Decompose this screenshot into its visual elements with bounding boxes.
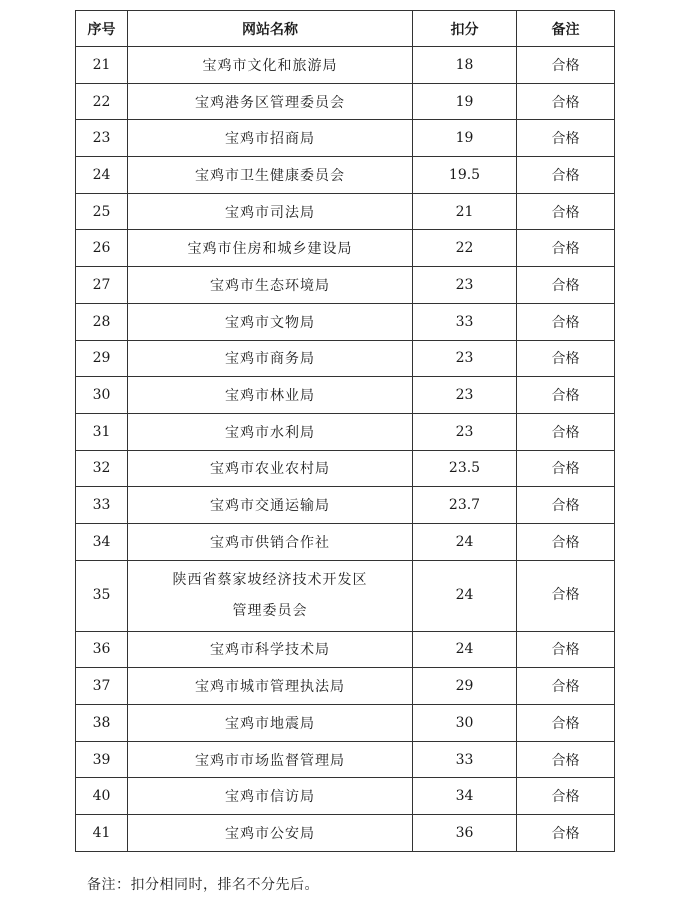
site-name-line: 宝鸡市地震局	[225, 715, 315, 732]
cell-remark: 合格	[517, 705, 615, 742]
site-name	[195, 750, 345, 770]
site-name	[225, 713, 315, 733]
table-row	[76, 815, 615, 852]
cell-remark: 合格	[517, 340, 615, 377]
cell-deduction: 36	[413, 815, 517, 852]
cell-deduction: 24	[413, 523, 517, 560]
cell-deduction: 19	[413, 120, 517, 157]
table-row	[76, 523, 615, 560]
cell-deduction: 33	[413, 303, 517, 340]
site-name	[195, 676, 345, 696]
cell-remark: 合格	[517, 193, 615, 230]
cell-no: 36	[76, 631, 128, 668]
cell-deduction: 23	[413, 377, 517, 414]
cell-no: 34	[76, 523, 128, 560]
cell-remark: 合格	[517, 487, 615, 524]
cell-remark: 合格	[517, 631, 615, 668]
site-name-line: 宝鸡市信访局	[225, 789, 315, 806]
table-row	[76, 340, 615, 377]
cell-deduction: 24	[413, 560, 517, 631]
cell-name	[128, 377, 413, 414]
cell-remark: 合格	[517, 267, 615, 304]
cell-name	[128, 705, 413, 742]
site-name-line: 宝鸡市招商局	[225, 131, 315, 148]
site-name	[203, 55, 338, 75]
cell-deduction: 34	[413, 778, 517, 815]
cell-deduction: 23.7	[413, 487, 517, 524]
table-row	[76, 193, 615, 230]
site-name	[225, 786, 315, 806]
cell-name	[128, 631, 413, 668]
site-name	[225, 202, 315, 222]
site-name	[225, 128, 315, 148]
cell-name	[128, 303, 413, 340]
cell-deduction: 19	[413, 83, 517, 120]
cell-deduction: 33	[413, 741, 517, 778]
site-name-line: 宝鸡市林业局	[225, 388, 315, 405]
cell-deduction: 19.5	[413, 157, 517, 194]
table-row	[76, 267, 615, 304]
table-row	[76, 413, 615, 450]
header-row	[76, 11, 615, 47]
cell-no: 35	[76, 560, 128, 631]
cell-deduction: 23	[413, 413, 517, 450]
cell-no: 25	[76, 193, 128, 230]
cell-name	[128, 815, 413, 852]
cell-no: 29	[76, 340, 128, 377]
cell-deduction: 23	[413, 340, 517, 377]
table-row	[76, 303, 615, 340]
cell-name	[128, 230, 413, 267]
cell-deduction: 23	[413, 267, 517, 304]
cell-remark: 合格	[517, 120, 615, 157]
table-row	[76, 631, 615, 668]
cell-no: 21	[76, 47, 128, 84]
cell-name	[128, 778, 413, 815]
cell-no: 24	[76, 157, 128, 194]
site-name-line: 宝鸡市科学技术局	[210, 642, 330, 659]
cell-remark: 合格	[517, 413, 615, 450]
site-name-line: 宝鸡市公安局	[225, 825, 315, 842]
cell-deduction: 30	[413, 705, 517, 742]
site-name	[210, 495, 330, 515]
cell-remark: 合格	[517, 450, 615, 487]
cell-name	[128, 47, 413, 84]
table-row	[76, 47, 615, 84]
cell-name	[128, 413, 413, 450]
cell-no: 27	[76, 267, 128, 304]
cell-no: 28	[76, 303, 128, 340]
cell-deduction: 29	[413, 668, 517, 705]
table-row	[76, 230, 615, 267]
site-name	[210, 458, 330, 478]
cell-remark: 合格	[517, 668, 615, 705]
cell-no: 31	[76, 413, 128, 450]
cell-name	[128, 267, 413, 304]
cell-no: 23	[76, 120, 128, 157]
site-name-line: 陕西省蔡家坡经济技术开发区	[172, 571, 368, 588]
site-name-line: 宝鸡市商务局	[225, 351, 315, 368]
cell-deduction: 24	[413, 631, 517, 668]
table-row	[76, 560, 615, 631]
cell-no: 40	[76, 778, 128, 815]
site-name-line: 宝鸡市市场监督管理局	[195, 752, 345, 769]
site-name	[195, 165, 345, 185]
table-row	[76, 450, 615, 487]
cell-remark: 合格	[517, 230, 615, 267]
site-name-line: 宝鸡市农业农村局	[210, 461, 330, 478]
header-deduction: 扣分	[413, 11, 517, 47]
cell-no: 37	[76, 668, 128, 705]
table-row	[76, 157, 615, 194]
header-remark: 备注	[517, 11, 615, 47]
table-row	[76, 668, 615, 705]
table-row	[76, 377, 615, 414]
site-name-line: 宝鸡市城市管理执法局	[195, 679, 345, 696]
cell-remark: 合格	[517, 377, 615, 414]
cell-deduction: 23.5	[413, 450, 517, 487]
footnote: 备注：扣分相同时，排名不分先后。	[87, 877, 319, 893]
site-name	[225, 823, 315, 843]
cell-name	[128, 668, 413, 705]
site-name	[225, 348, 315, 368]
cell-remark: 合格	[517, 560, 615, 631]
table-row	[76, 83, 615, 120]
cell-no: 22	[76, 83, 128, 120]
site-name	[225, 385, 315, 405]
cell-remark: 合格	[517, 47, 615, 84]
table-row	[76, 487, 615, 524]
site-name	[210, 532, 330, 552]
site-name	[225, 422, 315, 442]
site-name-line: 宝鸡市文物局	[225, 314, 315, 331]
score-table	[75, 10, 615, 852]
header-no: 序号	[76, 11, 128, 47]
table-row	[76, 120, 615, 157]
site-name-line: 宝鸡市水利局	[225, 424, 315, 441]
site-name-line: 宝鸡市卫生健康委员会	[195, 167, 345, 184]
site-name-line: 宝鸡市司法局	[225, 204, 315, 221]
cell-remark: 合格	[517, 815, 615, 852]
site-name	[225, 312, 315, 332]
site-name	[210, 275, 330, 295]
table-row	[76, 741, 615, 778]
cell-name	[128, 450, 413, 487]
cell-deduction: 18	[413, 47, 517, 84]
site-name	[195, 92, 345, 112]
cell-name	[128, 340, 413, 377]
cell-no: 38	[76, 705, 128, 742]
site-name-line2: 管理委员会	[232, 602, 308, 619]
cell-remark: 合格	[517, 157, 615, 194]
cell-remark: 合格	[517, 303, 615, 340]
site-name	[210, 639, 330, 659]
cell-name	[128, 741, 413, 778]
site-name-line: 宝鸡市生态环境局	[210, 277, 330, 294]
cell-remark: 合格	[517, 741, 615, 778]
table-row	[76, 705, 615, 742]
table-row	[76, 778, 615, 815]
site-name	[173, 565, 368, 627]
cell-deduction: 22	[413, 230, 517, 267]
cell-name	[128, 83, 413, 120]
cell-name	[128, 193, 413, 230]
cell-name	[128, 157, 413, 194]
cell-no: 33	[76, 487, 128, 524]
cell-no: 41	[76, 815, 128, 852]
site-name-line: 宝鸡港务区管理委员会	[195, 94, 345, 111]
site-name	[188, 238, 353, 258]
cell-remark: 合格	[517, 778, 615, 815]
cell-remark: 合格	[517, 523, 615, 560]
site-name-line: 宝鸡市供销合作社	[210, 534, 330, 551]
site-name-line: 宝鸡市文化和旅游局	[202, 57, 338, 74]
cell-no: 30	[76, 377, 128, 414]
cell-name	[128, 560, 413, 631]
cell-no: 32	[76, 450, 128, 487]
cell-deduction: 21	[413, 193, 517, 230]
cell-name	[128, 487, 413, 524]
header-name: 网站名称	[128, 11, 413, 47]
cell-remark: 合格	[517, 83, 615, 120]
cell-name	[128, 523, 413, 560]
cell-no: 39	[76, 741, 128, 778]
cell-no: 26	[76, 230, 128, 267]
cell-name	[128, 120, 413, 157]
site-name-line: 宝鸡市交通运输局	[210, 498, 330, 515]
site-name-line: 宝鸡市住房和城乡建设局	[187, 241, 353, 258]
